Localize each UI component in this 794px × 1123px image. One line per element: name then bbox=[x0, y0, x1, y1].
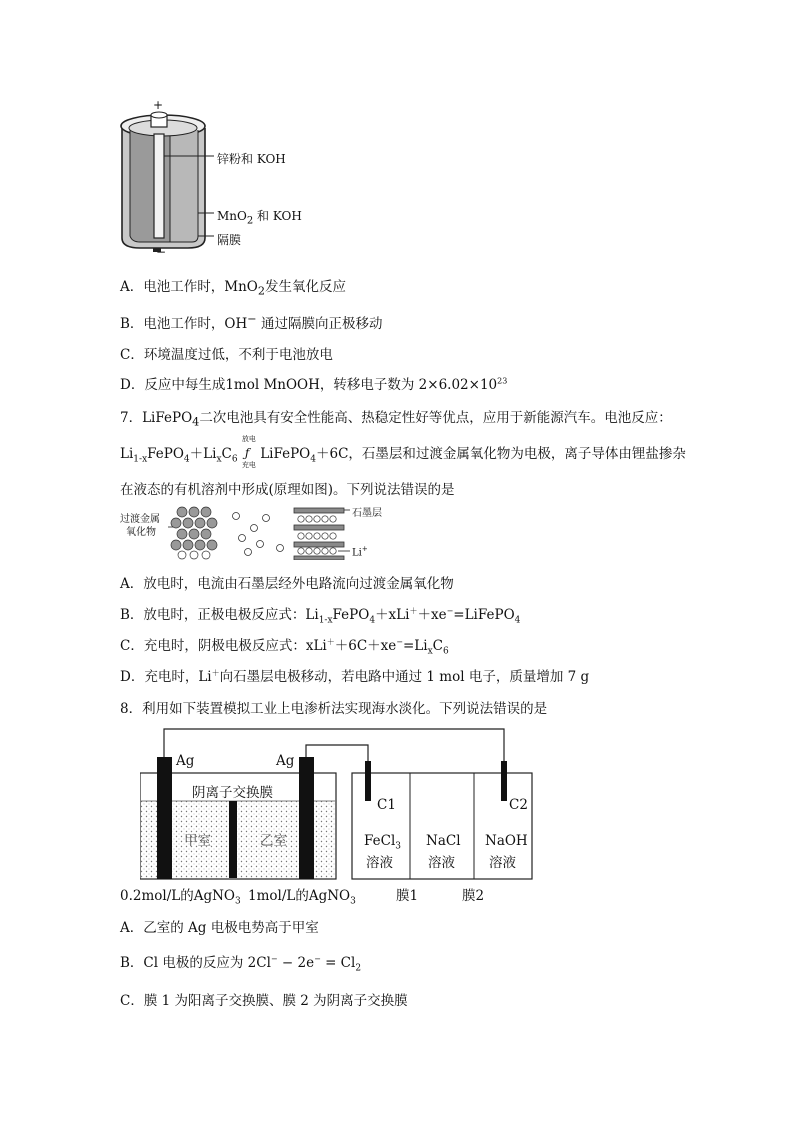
q6-option-c: C．环境温度过低，不利于电池放电 bbox=[120, 347, 333, 363]
nacl-label: NaCl bbox=[426, 833, 461, 849]
q6-option-d: D．反应中每生成1mol MnOOH，转移电子数为 $2\times 6.02\times 10^{23}$ bbox=[120, 376, 508, 393]
q7-option-b: B．放电时，正极电极反应式：$Li_{1-x}FePO_4+xLi^++xe^-=LiFePO_4$ bbox=[120, 606, 521, 626]
battery-membrane-label: 隔膜 bbox=[217, 233, 242, 247]
anion-membrane-label: 阴离子交换膜 bbox=[192, 785, 273, 801]
q8-stem: 8．利用如下装置模拟工业上电渗析法实现海水淡化。下列说法错误的是 bbox=[120, 701, 548, 717]
room-b-label: 乙室 bbox=[260, 833, 287, 849]
battery-diagram bbox=[110, 98, 310, 258]
li-battery-schematic bbox=[168, 504, 368, 560]
battery-figure bbox=[110, 98, 310, 258]
electrodialysis-figure bbox=[120, 725, 540, 907]
q7-stem-line3: 在液态的有机溶剂中形成(原理如图)。下列说法错误的是 bbox=[120, 482, 455, 498]
q7-figure bbox=[120, 502, 382, 562]
graphite-layer-label: 石墨层 bbox=[352, 508, 382, 519]
q7-stem-line1: 7．LiFePO$_4$二次电池具有安全性能高、热稳定性好等优点，应用于新能源汽车。电池反应： bbox=[120, 410, 672, 429]
q6-option-a: A．电池工作时，MnO$_2$发生氧化反应 bbox=[120, 279, 347, 298]
q8-option-b: B．Cl 电极的反应为 $2Cl^- - 2e^- = Cl_2$ bbox=[120, 954, 362, 974]
c2-label: C2 bbox=[509, 797, 528, 813]
room-a-label: 甲室 bbox=[184, 833, 211, 849]
naoh-solution-label: 溶液 bbox=[489, 855, 516, 871]
ag-left-label: Ag bbox=[176, 753, 195, 769]
left-concentration-label: 0.2mol/L的AgNO$_3$ bbox=[120, 888, 241, 907]
naoh-label: NaOH bbox=[485, 833, 528, 849]
battery-minus-label: − bbox=[156, 245, 167, 259]
q6-option-b: B．电池工作时，OH− 通过隔膜向正极移动 bbox=[120, 312, 383, 332]
q7-equation: $Li_{1-x}FePO_4+Li_xC_6$ 放电 ƒ 充电 LiFePO$_4$＋6C，石墨层和过渡金属氧化物为电极，离子导体由锂盐掺杂 bbox=[120, 434, 686, 469]
ag-right-label: Ag bbox=[276, 753, 295, 769]
battery-zinc-label: 锌粉和 KOH bbox=[217, 152, 286, 166]
q8-option-c: C．膜 1 为阳离子交换膜、膜 2 为阴离子交换膜 bbox=[120, 993, 408, 1009]
oxide-label-2: 氧化物 bbox=[126, 527, 156, 538]
battery-mno2-label: MnO$_2$ 和 KOH bbox=[217, 209, 302, 227]
electrodialysis-diagram bbox=[140, 725, 540, 905]
membrane2-label: 膜2 bbox=[462, 888, 485, 904]
right-concentration-label: 1mol/L的AgNO$_3$ bbox=[248, 888, 356, 907]
c1-label: C1 bbox=[377, 797, 396, 813]
fecl3-label: FeCl$_3$ bbox=[364, 833, 401, 852]
nacl-solution-label: 溶液 bbox=[428, 855, 455, 871]
oxide-label-1: 过渡金属 bbox=[120, 514, 160, 525]
fecl3-solution-label: 溶液 bbox=[366, 855, 393, 871]
q7-option-d: D．充电时，Li＋向石墨层电极移动，若电路中通过 1 mol 电子，质量增加 7 g bbox=[120, 668, 590, 685]
reversible-arrow: 放电 ƒ 充电 bbox=[241, 434, 256, 469]
q8-option-a: A．乙室的 Ag 电极电势高于甲室 bbox=[120, 920, 319, 936]
membrane1-label: 膜1 bbox=[396, 888, 419, 904]
q7-option-c: C．充电时，阴极电极反应式：$xLi^++6C+xe^-=Li_xC_6$ bbox=[120, 637, 449, 657]
battery-plus-label: + bbox=[153, 98, 164, 112]
q7-option-a: A．放电时，电流由石墨层经外电路流向过渡金属氧化物 bbox=[120, 576, 454, 592]
li-ion-label: Li+ bbox=[352, 545, 368, 559]
